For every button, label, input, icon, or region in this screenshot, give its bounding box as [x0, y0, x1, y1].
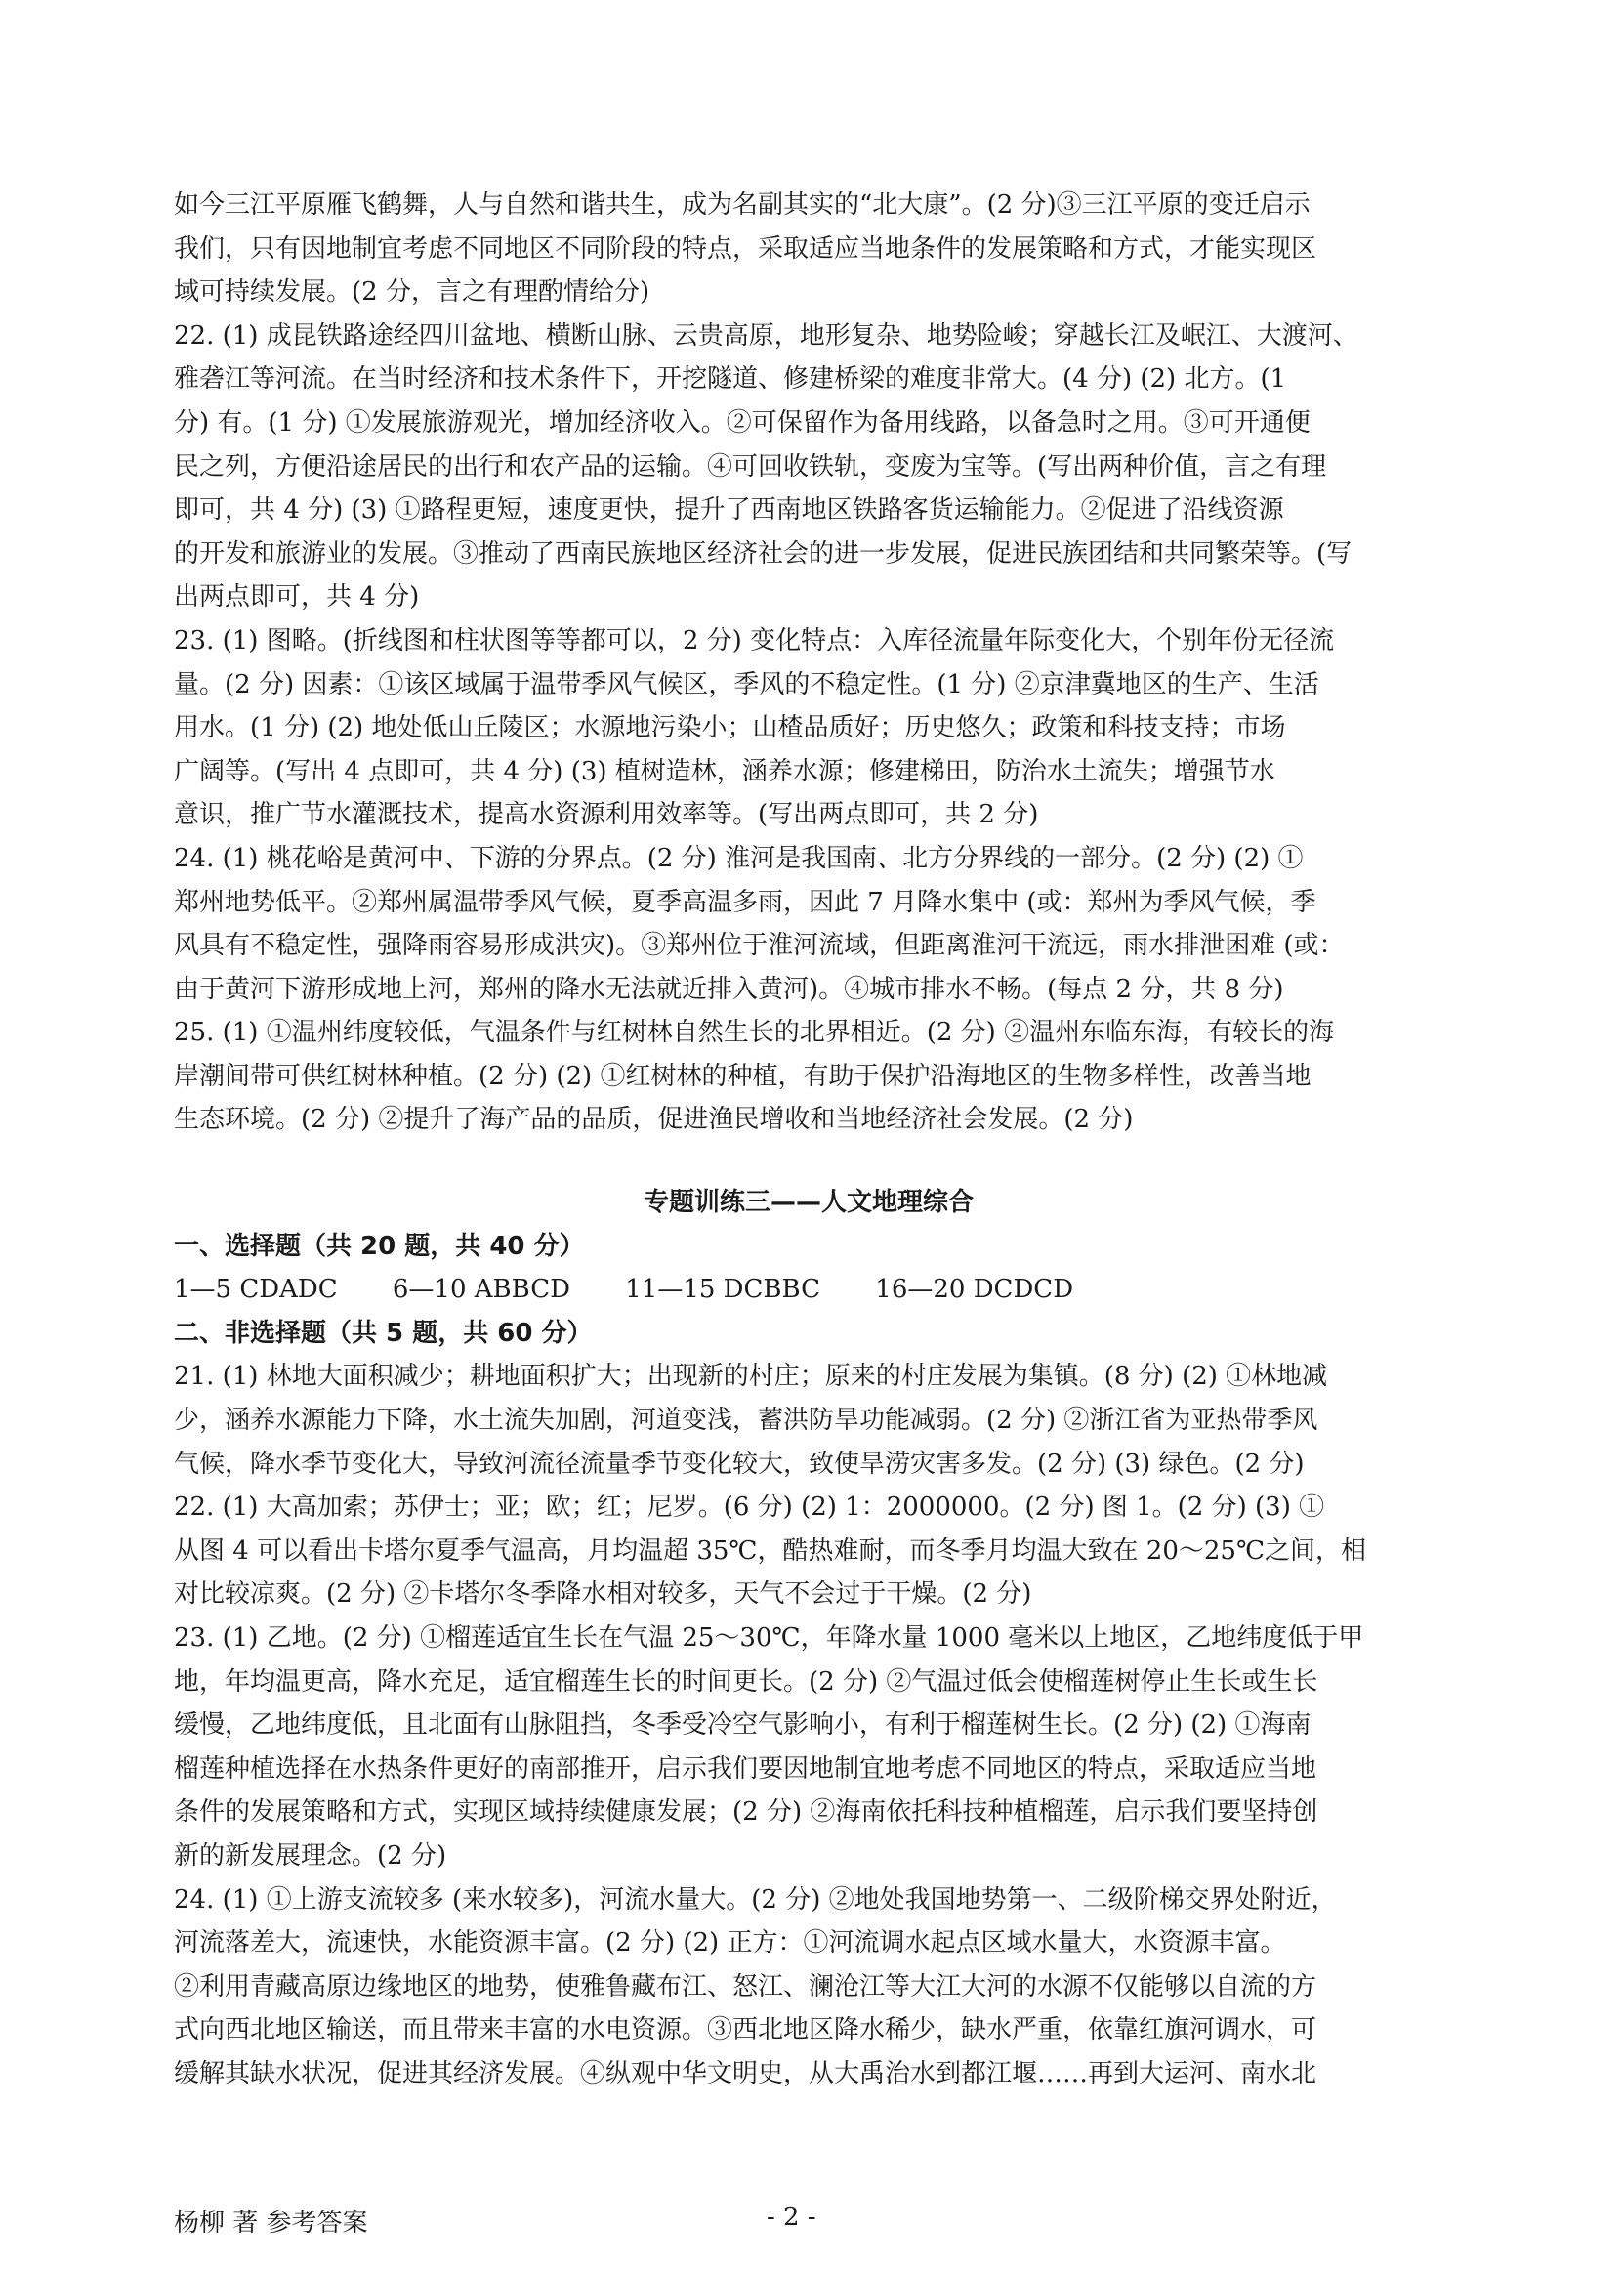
text-line: 对比较凉爽。(2 分) ②卡塔尔冬季降水相对较多，天气不会过于干燥。(2 分) — [174, 1579, 1032, 1610]
text-line: 新的新发展理念。(2 分) — [174, 1840, 447, 1871]
text-line: 24. (1) ①上游支流较多 (来水较多)，河流水量大。(2 分) ②地处我国地势第一、二级阶梯交界处附近， — [174, 1884, 1337, 1915]
text-line: ②利用青藏高原边缘地区的地势，使雅鲁藏布江、怒江、澜沧江等大江大河的水源不仅能够以自流的方 — [174, 1971, 1317, 2001]
text-line: 如今三江平原雁飞鹤舞，人与自然和谐共生，成为名副其实的“北大康”。(2 分)③三江平原的变迁启示 — [174, 190, 1311, 220]
text-line: 地，年均温更高，降水充足，适宜榴莲生长的时间更长。(2 分) ②气温过低会使榴莲树停止生长或生长 — [174, 1666, 1318, 1697]
text-line: 23. (1) 乙地。(2 分) ①榴莲适宜生长在气温 25～30℃，年降水量 1000 毫米以上地区，乙地纬度低于甲 — [174, 1623, 1364, 1653]
mc-answer-group: 11—15 DCBBC — [625, 1275, 821, 1305]
mc-heading: 一、选择题（共 20 题，共 40 分） — [174, 1231, 585, 1261]
text-line: 郑州地势低平。②郑州属温带季风气候，夏季高温多雨，因此 7 月降水集中 (或：郑州为季风气候，季 — [174, 887, 1316, 917]
text-line: 域可持续发展。(2 分，言之有理酌情给分) — [174, 277, 650, 308]
text-line: 22. (1) 大高加索；苏伊士；亚；欧；红；尼罗。(6 分) (2) 1：2000000。(2 分) 图 1。(2 分) (3) ① — [174, 1493, 1325, 1523]
answer-content — [174, 184, 1443, 2096]
answers-part-2 — [174, 1355, 1443, 2095]
text-line: 即可，共 4 分) (3) ①路程更短，速度更快，提升了西南地区铁路客货运输能力。②促进了沿线资源 — [174, 495, 1284, 526]
mc-answer-group: 16—20 DCDCD — [875, 1275, 1074, 1305]
text-line: 风具有不稳定性，强降雨容易形成洪灾)。③郑州位于淮河流域，但距离淮河干流远，雨水排泄困难 (或： — [174, 931, 1345, 961]
text-line: 用水。(1 分) (2) 地处低山丘陵区；水源地污染小；山楂品质好；历史悠久；政策和科技支持；市场 — [174, 713, 1286, 743]
text-line: 生态环境。(2 分) ②提升了海产品的品质，促进渔民增收和当地经济社会发展。(2 分) — [174, 1105, 1134, 1135]
text-line: 少，涵养水源能力下降，水土流失加剧，河道变浅，蓄洪防旱功能减弱。(2 分) ②浙江省为亚热带季风 — [174, 1406, 1318, 1436]
text-line: 25. (1) ①温州纬度较低，气温条件与红树林自然生长的北界相近。(2 分) ②温州东临东海，有较长的海 — [174, 1018, 1335, 1048]
text-line: 从图 4 可以看出卡塔尔夏季气温高，月均温超 35℃，酷热难耐，而冬季月均温大致在 20～25℃之间，相 — [174, 1536, 1367, 1566]
text-line: 由于黄河下游形成地上河，郑州的降水无法就近排入黄河)。④城市排水不畅。(每点 2 分，共 8 分) — [174, 974, 1284, 1004]
mc-answer-group: 6—10 ABBCD — [392, 1275, 570, 1305]
mc-answers — [174, 1268, 1443, 1312]
text-line: 我们，只有因地制宜考虑不同地区不同阶段的特点，采取适应当地条件的发展策略和方式，才能实现区 — [174, 233, 1317, 264]
text-line: 出两点即可，共 4 分) — [174, 582, 420, 612]
text-line: 广阔等。(写出 4 点即可，共 4 分) (3) 植树造林，涵养水源；修建梯田，防治水土流失；增强节水 — [174, 756, 1275, 786]
text-line: 岸潮间带可供红树林种植。(2 分) (2) ①红树林的种植，有助于保护沿海地区的生物多样性，改善当地 — [174, 1061, 1312, 1091]
text-line: 量。(2 分) 因素：①该区域属于温带季风气候区，季风的不稳定性。(1 分) ②京津冀地区的生产、生活 — [174, 669, 1319, 699]
text-line: 22. (1) 成昆铁路途经四川盆地、横断山脉、云贵高原，地形复杂、地势险峻；穿越长江及岷江、大渡河、 — [174, 320, 1358, 351]
text-line: 雅砻江等河流。在当时经济和技术条件下，开挖隧道、修建桥梁的难度非常大。(4 分) (2) 北方。(1 — [174, 364, 1287, 395]
text-line: 榴莲种植选择在水热条件更好的南部推开，启示我们要因地制宜地考虑不同地区的特点，采取适应当地 — [174, 1753, 1317, 1784]
text-line: 缓慢，乙地纬度低，且北面有山脉阻挡，冬季受冷空气影响小，有利于榴莲树生长。(2 分) (2) ①海南 — [174, 1710, 1312, 1741]
answers-part-1 — [174, 184, 1443, 1142]
page-number: - 2 - — [767, 2203, 816, 2232]
text-line: 23. (1) 图略。(折线图和柱状图等等都可以，2 分) 变化特点：入库径流量年际变化大，个别年份无径流 — [174, 625, 1335, 655]
text-line: 河流落差大，流速快，水能资源丰富。(2 分) (2) 正方：①河流调水起点区域水量大，水资源丰富。 — [174, 1928, 1286, 1958]
text-line: 民之列，方便沿途居民的出行和农产品的运输。④可回收铁轨，变废为宝等。(写出两种价值，言之有理 — [174, 451, 1327, 482]
text-line: 条件的发展策略和方式，实现区域持续健康发展；(2 分) ②海南依托科技种植榴莲，启示我们要坚持创 — [174, 1797, 1318, 1828]
section-title: 专题训练三——人文地理综合 — [643, 1188, 974, 1218]
footer-author: 杨柳 著 参考答案 — [174, 2209, 368, 2238]
text-line: 缓解其缺水状况，促进其经济发展。④纵观中华文明史，从大禹治水到都江堰……再到大运河、南水北 — [174, 2058, 1317, 2088]
mc-answer-group: 1—5 CDADC — [174, 1275, 338, 1305]
text-line: 21. (1) 林地大面积减少；耕地面积扩大；出现新的村庄；原来的村庄发展为集镇。(8 分) (2) ①林地减 — [174, 1362, 1328, 1392]
text-line: 式向西北地区输送，而且带来丰富的水电资源。③西北地区降水稀少，缺水严重，依靠红旗河调水，可 — [174, 2015, 1317, 2045]
text-line: 的开发和旅游业的发展。③推动了西南民族地区经济社会的进一步发展，促进民族团结和共同繁荣等。(写 — [174, 538, 1353, 568]
text-line: 分) 有。(1 分) ①发展旅游观光，增加经济收入。②可保留作为备用线路，以备急时之用。③可开通便 — [174, 407, 1311, 438]
text-line: 24. (1) 桃花峪是黄河中、下游的分界点。(2 分) 淮河是我国南、北方分界线的一部分。(2 分) (2) ① — [174, 843, 1304, 873]
text-line: 意识，推广节水灌溉技术，提高水资源利用效率等。(写出两点即可，共 2 分) — [174, 800, 1039, 830]
nonmc-heading: 二、非选择题（共 5 题，共 60 分） — [174, 1318, 593, 1348]
text-line: 气候，降水季节变化大，导致河流径流量季节变化较大，致使旱涝灾害多发。(2 分) (3) 绿色。(2 分) — [174, 1449, 1305, 1479]
